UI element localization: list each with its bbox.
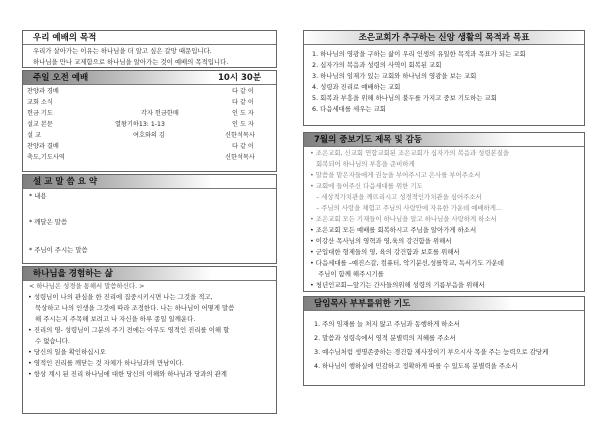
goal-item: 3. 하나님의 임재가 있는 교회와 하나님의 영광을 보는 교회	[312, 72, 477, 80]
experience-header	[23, 267, 276, 281]
experience-subtitle: < 하나님은 성경을 통해서 말씀하신다. >	[29, 282, 145, 290]
prayer-box	[303, 132, 585, 292]
experience-item: • 진리의 영- 성령님이 그분의 주기 전에는 아무도 영적인 진리를 이해 할	[28, 326, 230, 334]
experience-item: • 당신의 일을 확인하십시오	[28, 348, 106, 356]
order-item: 교회 소식	[27, 99, 53, 106]
summary-item: * 주님이 주시는 말씀	[29, 246, 88, 254]
order-leader: 인 도 자	[232, 121, 254, 128]
order-row	[23, 130, 276, 141]
experience-item: • 항상 계시 된 진리 하나님에 대한 당신의 이해와 하나님과 당과의 관계	[28, 370, 227, 378]
order-detail: 여호와의 김	[133, 132, 165, 139]
experience-item: • 영적인 진리를 깨닫는 것 자체가 하나님과의 만남이다.	[28, 359, 184, 367]
order-leader: 인 도 자	[232, 110, 254, 117]
prayer-item: 회복되어 하나님의 부흥을 준비하게	[316, 160, 415, 168]
purpose-line: 하나님을 만나 교제함으로 하나님을 알아가는 것이 예배의 목적입니다.	[33, 58, 229, 66]
prayer-header	[304, 133, 584, 147]
experience-item: 묵상하고 나의 인생을 그것에 따라 조정한다. 나는 하나님이 어떻게 말씀	[35, 304, 235, 312]
goal-item: 1. 하나님의 영광을 구하는 삶이 우리 인생의 유일한 목적과 목표가 되는 교회	[312, 50, 526, 58]
order-item: 설 교	[27, 132, 41, 139]
pastor-prayer-item: 2. 말씀과 성령속에서 영적 분별력의 지혜를 주소서	[314, 334, 456, 342]
summary-item: * 깨달은 말씀	[29, 218, 68, 226]
order-detail: 각자 헌금한매	[141, 110, 179, 117]
bullet: •	[28, 293, 34, 301]
experience-item: • 성령님이 나의 관심을 한 진리에 집중시키시면 나는 그것을 적고,	[28, 293, 213, 301]
prayer-item: • 다음세대를 –예진스갈, 컴퓨터, 악기분선,성를학교, 독서기도 가운데	[310, 259, 504, 267]
order-item: 찬양과 결배	[27, 143, 59, 150]
pastor-prayer-box	[303, 296, 585, 386]
church-goals-title: 조은교회가 추구하는 신앙 생활의 목적과 목표	[358, 33, 530, 43]
experience-box	[22, 266, 277, 414]
prayer-item: • 말씀을 맡은자들에게 권능을 부어주시고 은사를 부어주소서	[310, 171, 481, 179]
order-row	[23, 141, 276, 152]
goal-item: 6. 다음세대를 세우는 교회	[312, 105, 386, 113]
order-row	[23, 152, 276, 163]
order-row	[23, 119, 276, 130]
order-item: 찬양과 경배	[27, 88, 59, 95]
sermon-summary-header	[23, 175, 276, 189]
prayer-item: – 주님의 사랑을 체험고 주님의 사랑안에 자유한 가운데 예배하게...	[316, 204, 503, 212]
order-leader: 다 같 이	[232, 88, 254, 95]
experience-item: 해 주시는지 주목해 보려고 나 자신을 하루 종일 일깨운다.	[35, 315, 196, 323]
prayer-item: • 군입대한 형제들의 영, 육의 강건함과 보호를 위해서	[310, 248, 460, 256]
service-order-box	[22, 70, 277, 172]
church-goals-box	[303, 30, 585, 126]
prayer-item: • 청년인교회—앞기는 간사들의위해 성령의 기름부음을 위해서	[310, 281, 485, 289]
prayer-item: • 조은교회 모든 예배를 회복하시고 주님을 알아가게 하소서	[310, 226, 477, 234]
sermon-summary-box	[22, 174, 277, 264]
experience-title: 하나님을 경험하는 삶	[33, 269, 113, 279]
order-row	[23, 86, 276, 97]
order-leader: 신한석목사	[225, 132, 255, 139]
bullet: •	[28, 348, 34, 356]
bullet: •	[28, 359, 34, 367]
prayer-item: • 조은교회 모든 기재들이 하나님을 알고 하나님을 사랑하게 하소서	[310, 215, 497, 223]
prayer-item: 주님이 함께 해주시기를	[318, 270, 384, 278]
prayer-item: • 조은교회, 신교회 연합교회된 조은교회가 십자가의 복음과 성령본질을	[310, 149, 510, 157]
prayer-item: • 교회에 들어주신 다음세대를 위한 기도	[310, 182, 423, 190]
goal-item: 4. 성령과 진리로 예배하는 교회	[312, 83, 401, 91]
worship-purpose-title: 우리 예배의 목적	[33, 33, 97, 43]
prayer-item: • 이강산 목사님의 영혁과 영,육의 강건함을 위해서	[310, 237, 452, 245]
service-order-header	[23, 71, 276, 85]
order-row	[23, 108, 276, 119]
service-time: 10시 30분	[218, 73, 262, 83]
bullet: •	[28, 326, 34, 334]
order-item: 축도,기도사역	[27, 154, 65, 161]
church-goals-header	[304, 31, 584, 45]
goal-item: 2. 십자가의 복음과 성령의 사역이 회복된 교회	[312, 61, 442, 69]
pastor-prayer-title: 담임목사 부부를위한 기도	[314, 299, 411, 309]
sermon-summary-title: 설 교 말 씀 요 약	[33, 177, 98, 187]
order-leader: 다 같 이	[232, 143, 254, 150]
purpose-line: 우리가 살아가는 이유는 하나님을 더 알고 싶은 갈망 때문입니다.	[33, 47, 212, 55]
summary-item: * 내용	[29, 192, 47, 200]
experience-item: 수 없습니다.	[35, 337, 70, 345]
worship-purpose-box	[22, 30, 277, 68]
service-order-title: 주일 오전 예배	[33, 73, 89, 83]
order-item: 헌금 기도	[27, 110, 53, 117]
bullet: •	[28, 370, 34, 378]
worship-purpose-header	[23, 31, 276, 45]
prayer-title: 7월의 중보기도 제목 및 감동	[314, 135, 423, 145]
order-leader: 다 같 이	[232, 99, 254, 106]
order-item: 설교 본문	[27, 121, 53, 128]
order-detail: 열왕기하13: 1-13	[115, 121, 165, 128]
pastor-prayer-header	[304, 297, 584, 311]
pastor-prayer-item: 1. 주의 임재를 늘 처지 않고 주님과 동행하게 하소서	[314, 320, 460, 328]
pastor-prayer-item: 3. 예수님처럼 생명존중하는 경건함 제사장이기 부으시사 목을 주는 능력으로 감당케	[314, 348, 549, 356]
order-leader: 신한석목사	[225, 154, 255, 161]
pastor-prayer-item: 4. 하나님이 행하실에 민감하고 정확하게 따를 수 있도록 분별력을 주소서	[314, 362, 518, 370]
prayer-item: – 세상적가치관을 깨뜨리시고 성경적인가치관을 심어주소서	[316, 193, 482, 201]
order-row	[23, 97, 276, 108]
goal-item: 5. 회복과 부흥을 위해 하나님의 불두를 가지고 중보 기도하는 교회	[312, 94, 497, 102]
